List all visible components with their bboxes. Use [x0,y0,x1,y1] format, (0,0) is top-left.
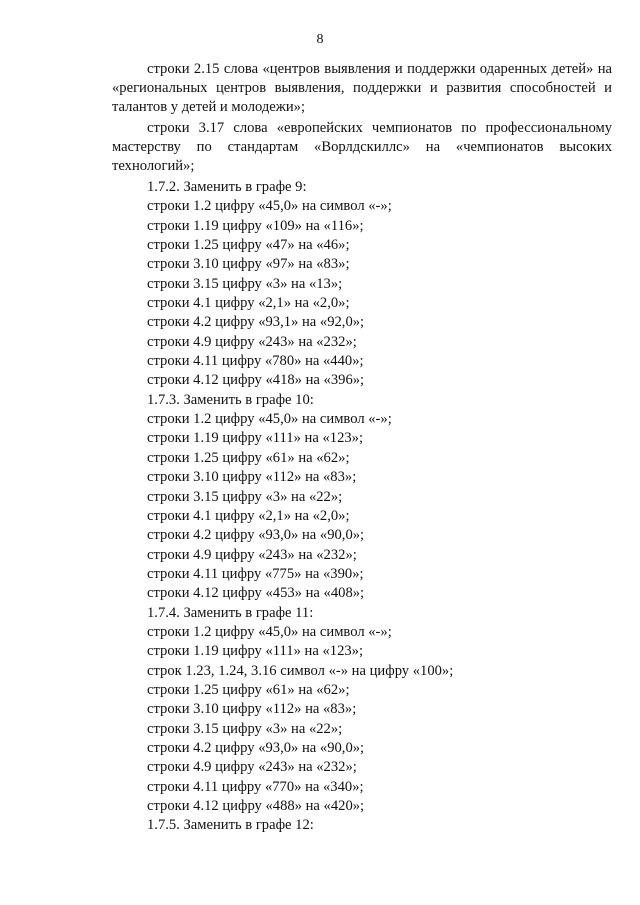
amendment-line: строки 1.25 цифру «61» на «62»; [147,681,350,698]
amendment-line: строки 4.2 цифру «93,0» на «90,0»; [147,739,365,756]
amendment-line: строки 4.9 цифру «243» на «232»; [147,759,357,776]
section-heading: 1.7.4. Заменить в графе 11: [147,604,314,621]
amendment-line: строки 1.25 цифру «47» на «46»; [147,237,350,254]
amendment-line: строки 3.15 цифру «3» на «22»; [147,488,343,505]
section-heading: 1.7.2. Заменить в графе 9: [147,179,307,195]
amendment-line: строки 4.2 цифру «93,1» на «92,0»; [147,314,365,331]
amendment-line: строки 4.11 цифру «770» на «340»; [147,778,364,795]
paragraph: строки 3.17 слова «европейских чемпионатов по профессиональному мастерству по стандартам «Ворлдскиллс» на «чемпионатов высоких технологий»; [112,120,612,174]
page-number: 8 [316,32,324,47]
amendment-line: строки 4.2 цифру «93,0» на «90,0»; [147,527,365,544]
amendment-line: строки 1.2 цифру «45,0» на символ «-»; [147,198,392,215]
amendment-line: строки 3.15 цифру «3» на «22»; [147,720,343,737]
amendment-line: строки 4.11 цифру «780» на «440»; [147,353,364,370]
amendment-line: строки 3.15 цифру «3» на «13»; [147,275,343,292]
amendment-line: строки 4.9 цифру «243» на «232»; [147,333,357,350]
amendment-line: строки 4.12 цифру «453» на «408»; [147,585,365,602]
amendment-line: строки 3.10 цифру «112» на «83»; [147,469,357,486]
amendment-line: строки 1.25 цифру «61» на «62»; [147,449,350,466]
amendment-line: строки 1.2 цифру «45,0» на символ «-»; [147,411,392,428]
amendment-line: строки 4.12 цифру «418» на «396»; [147,372,365,389]
amendment-line: строки 4.12 цифру «488» на «420»; [147,798,365,814]
amendment-line: строки 3.10 цифру «97» на «83»; [147,256,350,273]
amendment-line: строки 4.1 цифру «2,1» на «2,0»; [147,295,350,312]
amendment-line: строки 1.2 цифру «45,0» на символ «-»; [147,623,392,640]
section-heading: 1.7.3. Заменить в графе 10: [147,391,314,408]
amendment-line: строки 1.19 цифру «111» на «123»; [147,430,364,447]
paragraph: строки 2.15 слова «центров выявления и поддержки одаренных детей» на «региональных центров выявления, поддержки и развития способностей и талантов у детей и молодежи»; [112,61,612,115]
amendment-line: строки 4.9 цифру «243» на «232»; [147,546,357,563]
amendment-line: строки 3.10 цифру «112» на «83»; [147,701,357,718]
amendment-line: строки 1.19 цифру «111» на «123»; [147,643,364,660]
amendment-line: строки 4.1 цифру «2,1» на «2,0»; [147,507,350,524]
amendment-line: строки 4.11 цифру «775» на «390»; [147,565,364,582]
amendment-line: строки 1.19 цифру «109» на «116»; [147,217,364,234]
section-heading: 1.7.5. Заменить в графе 12: [147,817,314,834]
document-body [112,60,612,836]
amendment-line: строк 1.23, 1.24, 3.16 символ «-» на цифру «100»; [147,662,454,679]
